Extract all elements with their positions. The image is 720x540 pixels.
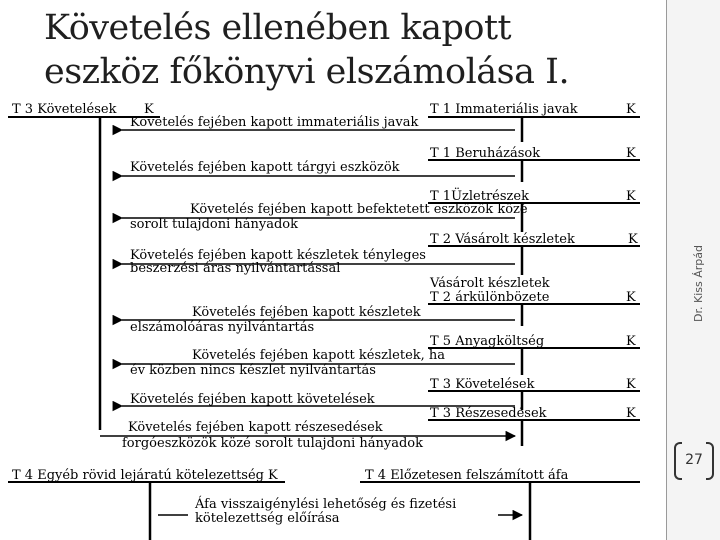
title-line-1: Követelés ellenében kapott xyxy=(44,8,512,48)
t4-label: T 4 Egyéb rövid lejáratú kötelezettség xyxy=(12,468,264,483)
flow-5-text-a: Követelés fejében kapott készletek xyxy=(192,305,421,320)
t-account-t3-reszesedesek xyxy=(428,406,640,446)
t4-afa-label: T 4 Előzetesen felszámított áfa xyxy=(365,468,569,483)
page-number-badge xyxy=(672,440,716,480)
t-account-t5-anyagkoltseg xyxy=(428,334,640,375)
flow-befektetett xyxy=(122,202,528,232)
t-account-t2-vasarolt xyxy=(428,232,640,275)
flow-afa xyxy=(158,496,522,526)
flow-8-text-a: Követelés fejében kapott részesedések xyxy=(128,420,383,435)
flow-keszlet-elszamoloar xyxy=(122,305,515,335)
flow-koveteles xyxy=(122,392,515,407)
t3-account-label: T 3 Követelések xyxy=(12,102,117,117)
flow-7-text: Követelés fejében kapott követelések xyxy=(130,392,375,407)
t1-uzl-credit: K xyxy=(626,189,636,204)
bracket-right-icon xyxy=(706,442,714,480)
page-number: 27 xyxy=(685,452,703,468)
t3-credit-label: K xyxy=(144,102,154,117)
t3-kov-label: T 3 Követelések xyxy=(430,377,535,392)
t4-credit: K xyxy=(268,468,278,483)
t-account-t1-immaterialis xyxy=(428,102,640,142)
t3-resz-credit: K xyxy=(626,406,636,421)
flow-2-text: Követelés fejében kapott tárgyi eszközök xyxy=(130,160,400,175)
flow-targyi xyxy=(122,160,515,176)
flow-keszlet-tenyleges xyxy=(122,248,515,276)
t1-ber-credit: K xyxy=(626,146,636,161)
author-label: Dr. Kiss Árpád xyxy=(692,245,705,322)
flow-9-text-b: kötelezettség előírása xyxy=(195,511,340,526)
t1-imm-label: T 1 Immateriális javak xyxy=(430,102,578,117)
t2-vas-label: T 2 Vásárolt készletek xyxy=(430,232,575,247)
t3-kov-credit: K xyxy=(626,377,636,392)
t5-credit: K xyxy=(626,334,636,349)
t2-ark-credit: K xyxy=(626,290,636,305)
flow-1-text: Követelés fejében kapott immateriális javak xyxy=(130,115,419,130)
t3-resz-label: T 3 Részesedések xyxy=(430,406,547,421)
t1-uzl-label: T 1Üzletrészek xyxy=(430,189,529,204)
vasarolt-keszlet-label: Vásárolt készletek xyxy=(430,276,550,291)
flow-reszesedes xyxy=(100,420,515,451)
flow-3-text-a: Követelés fejében kapott befektetett eszközök közé xyxy=(190,202,528,217)
t1-ber-label: T 1 Beruházások xyxy=(430,146,541,161)
flow-8-text-b: forgóeszközök közé sorolt tulajdoni hányadok xyxy=(122,436,423,451)
t2-ark-label: T 2 árkülönbözete xyxy=(430,290,550,305)
flow-6-text-a: Követelés fejében kapott készletek, ha xyxy=(192,348,446,363)
title-line-2: eszköz főkönyvi elszámolása I. xyxy=(44,52,570,92)
t5-label: T 5 Anyagköltség xyxy=(430,334,545,349)
flow-4-text-b: beszerzési áras nyilvántartással xyxy=(130,261,341,276)
flow-6-text-b: év közben nincs készlet nyilvántartás xyxy=(130,363,376,378)
t1-imm-credit: K xyxy=(626,102,636,117)
flow-4-text-a: Követelés fejében kapott készletek tényleges xyxy=(130,248,426,263)
t2-vas-credit: K xyxy=(628,232,638,247)
flow-5-text-b: elszámolóáras nyilvántartás xyxy=(130,320,315,335)
flow-9-text-a: Áfa visszaigénylési lehetőség és fizetési xyxy=(195,497,457,512)
flow-3-text-b: sorolt tulajdoni hányadok xyxy=(130,217,299,232)
flow-keszlet-nincs xyxy=(122,348,515,378)
